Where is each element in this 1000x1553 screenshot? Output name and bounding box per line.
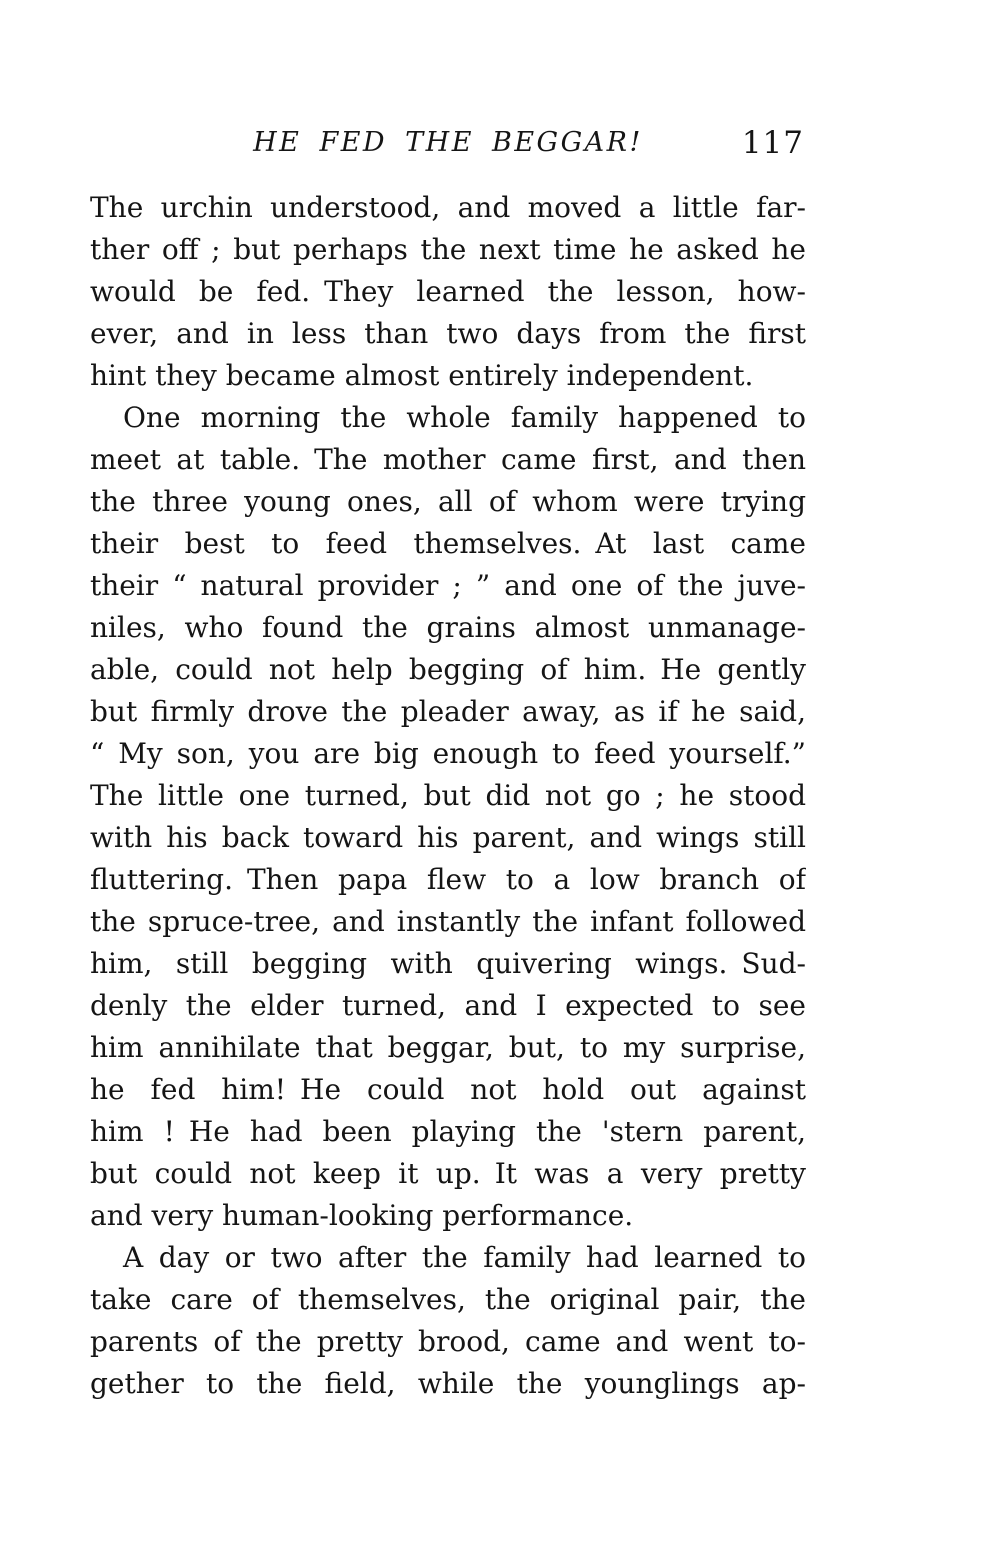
text-line: niles, who found the grains almost unmanage- bbox=[90, 611, 806, 644]
text-line: gether to the field, while the younglings ap- bbox=[90, 1367, 806, 1400]
text-line: able, could not help begging of him. He gently bbox=[90, 653, 806, 686]
text-line: and very human-looking performance. bbox=[90, 1199, 634, 1232]
text-line: “ My son, you are big enough to feed yourself.” bbox=[90, 737, 806, 770]
text-line: The little one turned, but did not go ; he stood bbox=[90, 779, 806, 812]
page-number: 117 bbox=[741, 125, 804, 161]
text-line: One morning the whole family happened to bbox=[123, 401, 806, 434]
text-line: their best to feed themselves. At last came bbox=[90, 527, 806, 560]
page-body bbox=[90, 187, 806, 1405]
text-line: him, still begging with quivering wings. Sud- bbox=[90, 947, 806, 980]
text-line: him ! He had been playing the 'stern parent, bbox=[90, 1115, 806, 1148]
text-line: with his back toward his parent, and wings still bbox=[90, 821, 806, 854]
text-line: hint they became almost entirely independent. bbox=[90, 359, 754, 392]
paragraph bbox=[90, 397, 806, 1237]
text-line: denly the elder turned, and I expected to see bbox=[90, 989, 806, 1022]
text-line: parents of the pretty brood, came and went to- bbox=[90, 1325, 806, 1358]
text-line: meet at table. The mother came first, and then bbox=[90, 443, 806, 476]
text-line: the spruce-tree, and instantly the infant followed bbox=[90, 905, 806, 938]
paragraph bbox=[90, 187, 806, 397]
text-line: A day or two after the family had learned to bbox=[123, 1241, 806, 1274]
paragraph bbox=[90, 1237, 806, 1405]
text-line: take care of themselves, the original pair, the bbox=[90, 1283, 806, 1316]
text-line: The urchin understood, and moved a little far- bbox=[90, 191, 806, 224]
text-line: him annihilate that beggar, but, to my surprise, bbox=[90, 1031, 806, 1064]
running-title: HE FED THE BEGGAR! bbox=[253, 127, 643, 158]
text-line: ther off ; but perhaps the next time he asked he bbox=[90, 233, 806, 266]
text-line: he fed him! He could not hold out against bbox=[90, 1073, 806, 1106]
text-line: ever, and in less than two days from the first bbox=[90, 317, 806, 350]
text-line: the three young ones, all of whom were trying bbox=[90, 485, 806, 518]
text-line: would be fed. They learned the lesson, how- bbox=[90, 275, 806, 308]
text-line: but firmly drove the pleader away, as if he said, bbox=[90, 695, 806, 728]
page-header bbox=[90, 124, 806, 162]
text-line: fluttering. Then papa flew to a low branch of bbox=[90, 863, 806, 896]
text-line: their “ natural provider ; ” and one of the juve- bbox=[90, 569, 806, 602]
text-line: but could not keep it up. It was a very pretty bbox=[90, 1157, 806, 1190]
